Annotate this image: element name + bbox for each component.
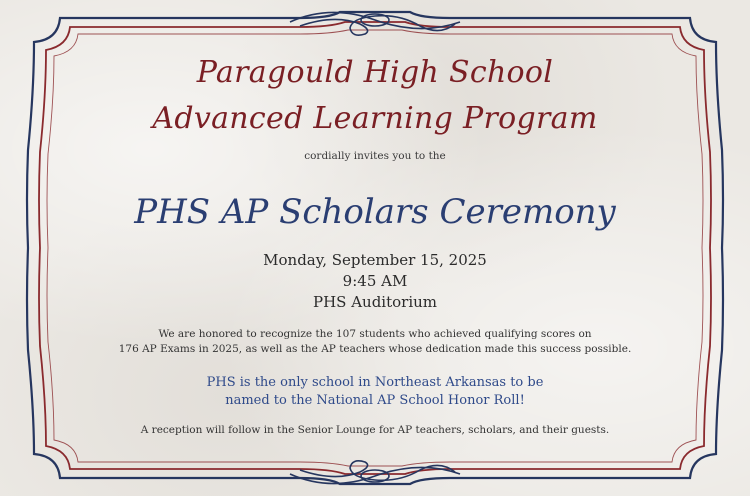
school-name: Paragould High School — [196, 55, 554, 90]
honor-roll-line-2: named to the National AP School Honor Roll! — [225, 393, 525, 408]
event-location: PHS Auditorium — [312, 293, 438, 311]
recognition-line-1: We are honored to recognize the 107 students who achieved qualifying scores on — [158, 328, 592, 340]
honor-roll-line-1: PHS is the only school in Northeast Arkansas to be — [206, 375, 544, 390]
event-title: PHS AP Scholars Ceremony — [134, 192, 616, 232]
invite-text: cordially invites you to the — [304, 150, 446, 162]
recognition-line-2: 176 AP Exams in 2025, as well as the AP teachers whose dedication made this success possible. — [118, 343, 632, 355]
event-time: 9:45 AM — [342, 272, 408, 290]
reception-note: A reception will follow in the Senior Lounge for AP teachers, scholars, and their guests. — [140, 424, 610, 436]
event-date: Monday, September 15, 2025 — [263, 251, 487, 269]
program-name: Advanced Learning Program — [152, 101, 598, 136]
